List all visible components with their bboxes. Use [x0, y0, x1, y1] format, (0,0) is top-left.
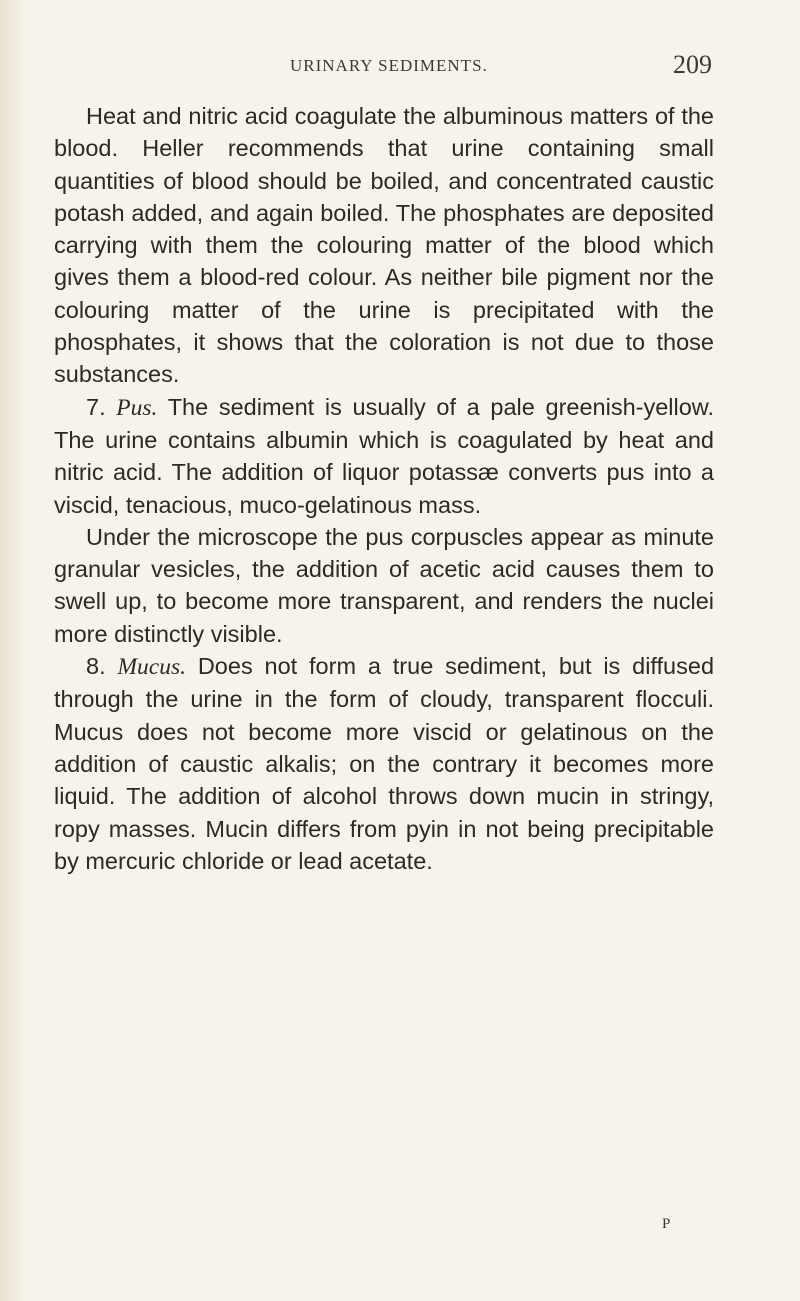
running-title: URINARY SEDIMENTS.: [290, 56, 488, 75]
section-heading: Mucus.: [117, 654, 186, 681]
page-header: [290, 50, 712, 86]
body-text: [54, 100, 714, 877]
paragraph-mucus: [54, 650, 714, 877]
page-edge-shadow: [0, 0, 28, 1301]
section-number: 8.: [86, 653, 106, 680]
paragraph-microscope: [54, 521, 714, 650]
signature-mark: P: [662, 1216, 671, 1232]
paragraph-text: The sediment is usually of a pale greenish-yellow. The urine contains albumin which is coagulated by heat and nitric acid. The addition of liquor potassæ converts pus into a viscid, tenacious, muco-gelatinous mass.: [54, 393, 715, 518]
paragraph-text: Heat and nitric acid coagulate the albuminous matters of the blood. Heller recommends that urine containing small quantities of blood should be boiled, and concentrated caustic potash added, and again boiled. The phosphates are deposited carrying with them the colouring matter of the blood which gives them a blood-red colour. As neither bile pigment nor the colouring matter of the urine is precipitated with the phosphates, it shows that the coloration is not due to those substances.: [54, 103, 714, 388]
paragraph-pus: [54, 391, 714, 521]
paragraph-blood-tests: [54, 100, 714, 391]
paragraph-text: Does not form a true sediment, but is diffused through the urine in the form of cloudy, transparent flocculi. Mucus does not become more viscid or gelatinous on the addition of caustic alkalis; on the contrary it becomes more liquid. The addition of alcohol throws down mucin in stringy, ropy masses. Mucin differs from pyin in not being precipitable by mercuric chloride or lead acetate.: [54, 653, 715, 874]
paragraph-text: Under the microscope the pus corpuscles appear as minute granular vesicles, the addition of acetic acid causes them to swell up, to become more transparent, and renders the nuclei more distinctly visible.: [54, 523, 714, 647]
page-number: 209: [673, 50, 712, 79]
section-heading: Pus.: [116, 394, 158, 421]
section-number: 7.: [86, 393, 106, 420]
